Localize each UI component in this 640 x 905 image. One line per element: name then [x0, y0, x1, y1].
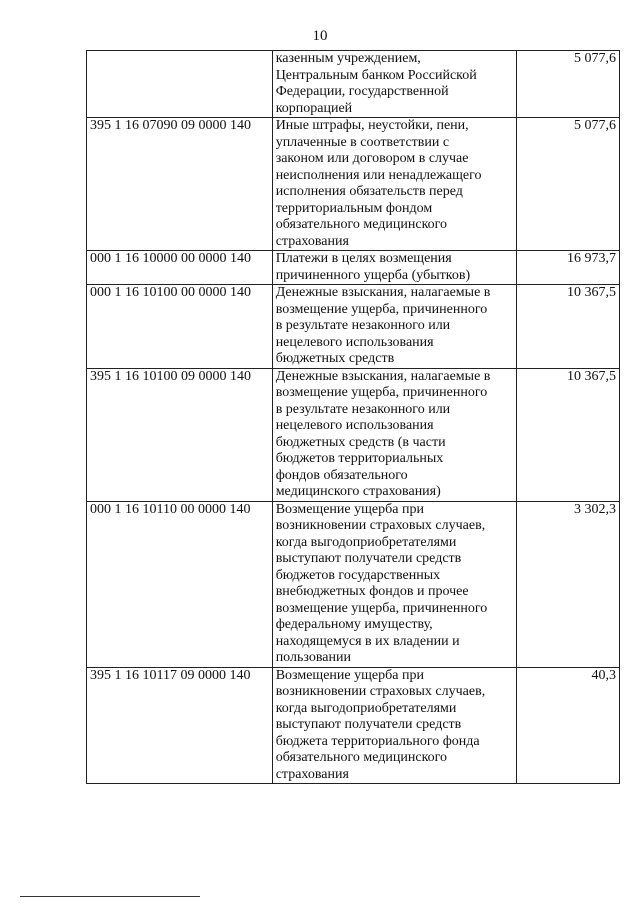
table-row [87, 501, 620, 667]
page-number: 10 [312, 28, 328, 44]
description-line: Денежные взыскания, налагаемые в [275, 368, 491, 384]
description-cell [272, 51, 516, 118]
table-row [87, 118, 620, 251]
description-line: обязательного медицинского [275, 750, 448, 765]
budget-code-cell: 395 1 16 07090 09 0000 140 [87, 118, 273, 251]
description-line: возмещение ущерба, причиненного [275, 385, 488, 400]
amount-cell: 10 367,5 [516, 285, 619, 369]
description-line: Денежные взыскания, налагаемые в [275, 285, 491, 300]
description-line: Центральным банком Российской [275, 67, 477, 83]
description-line: возмещение ущерба, причиненного [275, 301, 488, 317]
description-line: в результате незаконного или [275, 401, 451, 417]
description-line: уплаченные в соответствии с [275, 134, 450, 150]
amount-cell: 5 077,6 [516, 51, 619, 118]
table-row [87, 667, 620, 784]
budget-code-cell: 000 1 16 10000 00 0000 140 [87, 251, 273, 285]
table-body [87, 51, 620, 784]
description-line: обязательного медицинского [275, 217, 448, 232]
budget-code-cell: 395 1 16 10100 09 0000 140 [87, 368, 273, 501]
description-line: Иные штрафы, неустойки, пени, [275, 118, 469, 133]
amount-cell: 5 077,6 [516, 118, 619, 251]
amount-cell: 10 367,5 [516, 368, 619, 501]
amount-cell: 16 973,7 [516, 251, 619, 285]
description-line: законом или договором в случае [275, 151, 469, 166]
description-line: корпорацией [275, 100, 353, 116]
description-line: бюджетных средств (в части [275, 434, 446, 450]
description-line: неисполнения или ненадлежащего [275, 167, 482, 183]
description-line: федеральному имуществу, [275, 617, 433, 632]
table-row [87, 285, 620, 369]
description-line: бюджетов государственных [275, 567, 441, 583]
description-line: бюджетов территориальных [275, 451, 444, 466]
description-line: Федерации, государственной [275, 84, 449, 99]
description-line: выступают получатели средств [275, 717, 462, 732]
description-cell [272, 501, 516, 667]
table-row [87, 51, 620, 118]
description-line: возникновении страховых случаев, [275, 518, 486, 533]
description-line: находящемуся в их владении и [275, 633, 460, 649]
description-line: казенным учреждением, [275, 51, 421, 66]
description-line: бюджетных средств [275, 351, 395, 366]
description-line: в результате незаконного или [275, 318, 451, 333]
description-line: медицинского страхования) [275, 484, 441, 499]
description-line: причиненного ущерба (убытков) [275, 267, 471, 283]
description-line: нецелевого использования [275, 334, 434, 350]
description-line: когда выгодоприобретателями [275, 700, 457, 716]
description-line: страхования [275, 766, 349, 782]
description-line: Возмещение ущерба при [275, 667, 424, 683]
table-row [87, 251, 620, 285]
table-row [87, 368, 620, 501]
budget-code-cell: 000 1 16 10100 00 0000 140 [87, 285, 273, 369]
amount-cell: 3 302,3 [516, 501, 619, 667]
description-line: исполнения обязательств перед [275, 184, 463, 199]
description-line: Возмещение ущерба при [275, 501, 424, 517]
description-line: выступают получатели средств [275, 551, 462, 566]
budget-code-cell [87, 51, 273, 118]
budget-code-cell: 395 1 16 10117 09 0000 140 [87, 667, 273, 784]
description-cell [272, 285, 516, 369]
description-line: когда выгодоприобретателями [275, 534, 457, 550]
description-line: фондов обязательного [275, 467, 408, 483]
description-cell [272, 118, 516, 251]
budget-revenue-table [86, 50, 620, 784]
budget-code-cell: 000 1 16 10110 00 0000 140 [87, 501, 273, 667]
description-line: Платежи в целях возмещения [275, 251, 452, 266]
description-line: бюджета территориального фонда [275, 733, 480, 749]
footer-rule [20, 896, 200, 897]
description-cell [272, 251, 516, 285]
description-line: внебюджетных фондов и прочее [275, 584, 469, 599]
amount-cell: 40,3 [516, 667, 619, 784]
description-line: страхования [275, 233, 349, 249]
description-line: нецелевого использования [275, 418, 434, 433]
description-line: пользовании [275, 650, 351, 665]
description-cell [272, 368, 516, 501]
description-cell [272, 667, 516, 784]
description-line: возникновении страховых случаев, [275, 684, 486, 699]
description-line: территориальным фондом [275, 200, 433, 216]
description-line: возмещение ущерба, причиненного [275, 600, 488, 616]
